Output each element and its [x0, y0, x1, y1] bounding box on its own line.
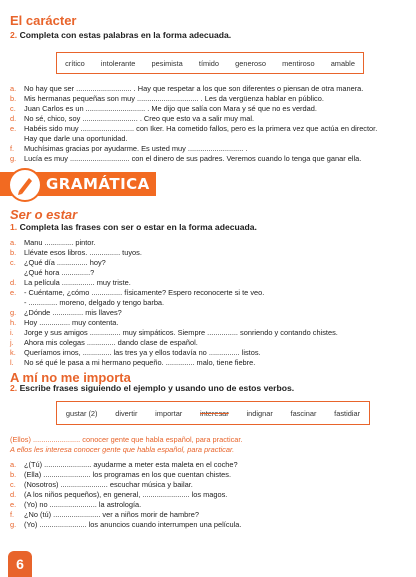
item-letter: b. — [10, 94, 17, 103]
exercise-item — [10, 490, 410, 500]
example-answer-text: A ellos les interesa conocer gente que habla español, para practicar. — [10, 445, 235, 454]
item-text: ¿Qué día ............... hoy? — [24, 258, 106, 267]
instruction-text: Escribe frases siguiendo el ejemplo y usando uno de estos verbos. — [19, 383, 295, 393]
word-option: fastidiar — [334, 408, 361, 418]
item-text: La película ................ muy triste. — [24, 278, 131, 287]
item-text: Hay que darle una oportunidad. — [24, 134, 128, 143]
word-box-verbs — [56, 401, 370, 425]
item-text: Queríamos irnos, .............. las tres ya y ellos todavía no ............... listos. — [24, 348, 261, 357]
exercise-item — [10, 318, 410, 328]
item-letter: d. — [10, 278, 17, 287]
pen-icon — [8, 168, 42, 202]
item-text: Manu .............. pintor. — [24, 238, 96, 247]
item-text: Lucía es muy ............................. con el dinero de sus padres. Veremos cuando lo tenga que ganar ella. — [24, 154, 362, 163]
item-letter: l. — [10, 358, 14, 367]
exercise-item — [10, 338, 410, 348]
item-text: ¿No (tú) ....................... ver a niños morir de hambre? — [24, 510, 199, 519]
item-letter: c. — [10, 258, 16, 267]
item-text: Mis hermanas pequeñas son muy .............................. . Les da vergüenza hablar en público. — [24, 94, 324, 103]
item-letter: j. — [10, 338, 14, 347]
exercise-item — [10, 134, 410, 144]
item-text: No sé, chico, soy ........................... . Creo que esto va a salir muy mal. — [24, 114, 255, 123]
exercise-item — [10, 154, 410, 164]
instruction-number: 2. — [10, 30, 18, 40]
item-text: Jorge y sus amigos ............... muy simpáticos. Siempre ............... sonriendo y contando chistes. — [24, 328, 338, 337]
word-option: gustar (2) — [65, 408, 98, 418]
item-letter: i. — [10, 328, 14, 337]
exercise-item — [10, 358, 410, 368]
item-letter: g. — [10, 154, 17, 163]
item-letter: e. — [10, 500, 17, 509]
item-text: (Yo) no ....................... la astrología. — [24, 500, 142, 509]
item-text: Juan Carlos es un ............................. . Me dijo que salía con Mara y sé que no es verdad. — [24, 104, 317, 113]
item-text: (Yo) ....................... los anuncios cuando interrumpen una película. — [24, 520, 242, 529]
exercise-item — [10, 298, 410, 308]
word-option: indignar — [246, 408, 273, 418]
instruction-number: 1. — [10, 222, 18, 232]
section-title-ser-estar: Ser o estar — [10, 207, 78, 222]
instruction-importa — [10, 383, 294, 393]
item-text: ¿(Tú) ....................... ayudarme a meter esta maleta en el coche? — [24, 460, 238, 469]
exercise-item — [10, 348, 410, 358]
exercise-item — [10, 268, 410, 278]
section-title-caracter: El carácter — [10, 13, 77, 28]
item-text: (A los niños pequeños), en general, ....................... los magos. — [24, 490, 228, 499]
section-title-importa: A mí no me importa — [10, 370, 131, 385]
exercise-item — [10, 94, 410, 104]
item-letter: d. — [10, 114, 17, 123]
exercise-item — [10, 144, 410, 154]
item-text: Habéis sido muy .......................... con Iker. Ha cometido fallos, pero es la primera vez que actúa en director. — [24, 124, 378, 133]
word-option: mentiroso — [282, 58, 315, 68]
exercise-item — [10, 248, 410, 258]
item-text: ¿Qué hora ..............? — [24, 268, 95, 277]
exercise-item — [10, 278, 410, 288]
item-letter: a. — [10, 460, 17, 469]
exercise-item — [10, 480, 410, 490]
word-option: divertir — [115, 408, 138, 418]
exercise-item — [10, 84, 410, 94]
item-letter: e. — [10, 288, 17, 297]
instruction-number: 2. — [10, 383, 18, 393]
exercise-item — [10, 510, 410, 520]
item-letter: g. — [10, 520, 17, 529]
instruction-ser-estar — [10, 222, 257, 232]
instruction-text: Completa las frases con ser o estar en la forma adecuada. — [19, 222, 257, 232]
item-text: Muchísimas gracias por ayudarme. Es usted muy ........................... . — [24, 144, 248, 153]
example-answer — [10, 445, 234, 455]
item-letter: a. — [10, 238, 17, 247]
item-letter: e. — [10, 124, 17, 133]
page-number: 6 — [8, 551, 32, 577]
word-option: fascinar — [290, 408, 317, 418]
exercise-item — [10, 288, 410, 298]
item-letter: b. — [10, 248, 17, 257]
exercise-item — [10, 460, 410, 470]
word-box-caracter — [56, 52, 364, 74]
exercise-list-importa — [10, 460, 410, 530]
item-text: Llévate esos libros. ............... tuyos. — [24, 248, 142, 257]
exercise-item — [10, 104, 410, 114]
item-letter: c. — [10, 104, 16, 113]
word-option: tímido — [198, 58, 220, 68]
word-option: amable — [330, 58, 355, 68]
exercise-list-ser-estar — [10, 238, 410, 368]
exercise-item — [10, 114, 410, 124]
item-text: - Cuéntame, ¿cómo ............... físicamente? Espero reconocerte si te veo. — [24, 288, 265, 297]
exercise-item — [10, 328, 410, 338]
exercise-item — [10, 500, 410, 510]
instruction-caracter — [10, 30, 231, 40]
exercise-item — [10, 520, 410, 530]
item-letter: b. — [10, 470, 17, 479]
item-text: - .............. moreno, delgado y tengo barba. — [24, 298, 165, 307]
item-text: No sé qué le pasa a mi hermano pequeño. .............. malo, tiene fiebre. — [24, 358, 256, 367]
exercise-item — [10, 238, 410, 248]
item-letter: a. — [10, 84, 17, 93]
item-text: Ahora mis colegas .............. dando clase de español. — [24, 338, 198, 347]
item-letter: k. — [10, 348, 16, 357]
word-option: intolerante — [100, 58, 136, 68]
item-letter: d. — [10, 490, 17, 499]
example-prompt: (Ellos) ....................... conocer gente que habla español, para practicar. — [10, 435, 243, 444]
instruction-text: Completa con estas palabras en la forma adecuada. — [19, 30, 232, 40]
word-option: pesimista — [151, 58, 183, 68]
exercise-item — [10, 308, 410, 318]
item-text: ¿Dónde ............... mis llaves? — [24, 308, 122, 317]
item-text: (Ella) ....................... los programas en los que cuentan chistes. — [24, 470, 232, 479]
item-letter: g. — [10, 308, 17, 317]
exercise-list-caracter — [10, 84, 410, 164]
word-option: generoso — [235, 58, 266, 68]
item-text: Hoy ............... muy contenta. — [24, 318, 119, 327]
item-text: No hay que ser ........................... . Hay que respetar a los que son diferentes o piensan de otra manera. — [24, 84, 364, 93]
grammar-title: GRAMÁTICA — [46, 175, 150, 193]
item-text: (Nosotros) ....................... escuchar música y bailar. — [24, 480, 193, 489]
word-option: crítico — [65, 58, 85, 68]
exercise-item — [10, 124, 410, 134]
word-option: importar — [155, 408, 183, 418]
exercise-item — [10, 470, 410, 480]
item-letter: f. — [10, 144, 15, 153]
item-letter: c. — [10, 480, 16, 489]
item-letter: h. — [10, 318, 17, 327]
exercise-item — [10, 258, 410, 268]
word-option: interesar — [200, 408, 229, 418]
item-letter: f. — [10, 510, 15, 519]
